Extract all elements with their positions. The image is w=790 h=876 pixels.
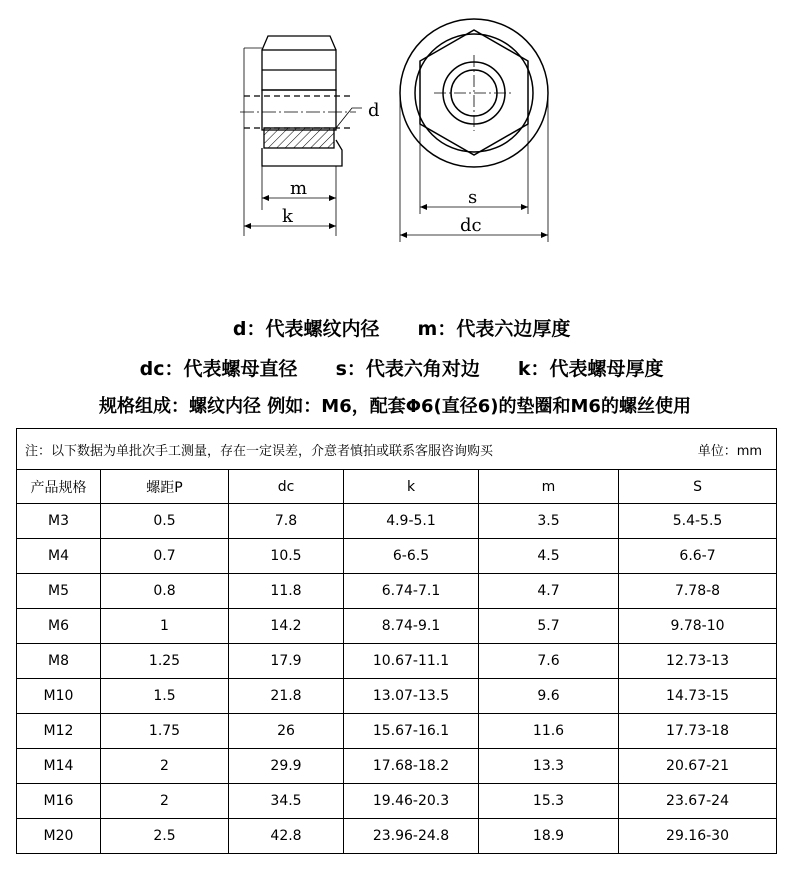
table-cell: 2 [101, 749, 229, 784]
nut-technical-drawing [0, 0, 790, 280]
legend-d-text: 代表螺纹内径 [265, 318, 380, 340]
table-cell: 10.67-11.1 [344, 644, 479, 679]
unit-label: 单位：mm [697, 443, 763, 459]
top-view [400, 19, 548, 242]
table-row [17, 539, 777, 574]
table-cell: 18.9 [479, 819, 619, 854]
table-row [17, 504, 777, 539]
table-cell: M8 [17, 644, 101, 679]
table-cell: 21.8 [229, 679, 344, 714]
table-cell: 2.5 [101, 819, 229, 854]
table-cell: 29.16-30 [619, 819, 777, 854]
table-cell: 13.07-13.5 [344, 679, 479, 714]
label-dc: dc [460, 215, 482, 236]
table-cell: 9.78-10 [619, 609, 777, 644]
table-cell: 0.8 [101, 574, 229, 609]
table-note: 注：以下数据为单批次手工测量，存在一定误差，介意者慎拍或联系客服咨询购买 [25, 443, 494, 459]
table-row [17, 609, 777, 644]
table-cell: M14 [17, 749, 101, 784]
table-row [17, 574, 777, 609]
table-cell: 6-6.5 [344, 539, 479, 574]
table-note-cell [17, 429, 777, 470]
table-cell: 14.73-15 [619, 679, 777, 714]
header-k: k [344, 470, 479, 504]
table-cell: 15.67-16.1 [344, 714, 479, 749]
header-pitch: 螺距P [101, 470, 229, 504]
table-cell: 4.9-5.1 [344, 504, 479, 539]
table-row [17, 749, 777, 784]
table-row [17, 679, 777, 714]
table-cell: M10 [17, 679, 101, 714]
legend-k-text: 代表螺母厚度 [549, 358, 664, 380]
table-cell: 26 [229, 714, 344, 749]
table-cell: 6.74-7.1 [344, 574, 479, 609]
legend-m-key: m： [417, 318, 457, 340]
table-cell: 12.73-13 [619, 644, 777, 679]
table-body [17, 504, 777, 854]
table-row [17, 784, 777, 819]
label-s: s [468, 187, 478, 208]
spec-title: 规格组成：螺纹内径 例如：M6，配套Φ6(直径6)的垫圈和M6的螺丝使用 [99, 396, 691, 417]
label-m: m [290, 178, 308, 199]
table-cell: M4 [17, 539, 101, 574]
legend-k-key: k： [517, 358, 550, 380]
table-cell: 1.25 [101, 644, 229, 679]
table-header-row [17, 470, 777, 504]
table-cell: 17.9 [229, 644, 344, 679]
table-cell: 6.6-7 [619, 539, 777, 574]
table-cell: 15.3 [479, 784, 619, 819]
table-cell: 34.5 [229, 784, 344, 819]
header-m: m [479, 470, 619, 504]
label-d: d [368, 100, 380, 121]
table-cell: 13.3 [479, 749, 619, 784]
table-cell: M12 [17, 714, 101, 749]
table-cell: 5.7 [479, 609, 619, 644]
table-cell: 29.9 [229, 749, 344, 784]
legend-dc-key: dc： [139, 358, 184, 380]
legend-d-key: d： [232, 318, 266, 340]
table-cell: 17.68-18.2 [344, 749, 479, 784]
table-row [17, 644, 777, 679]
table-note-row [17, 429, 777, 470]
header-spec: 产品规格 [17, 470, 101, 504]
table-cell: 5.4-5.5 [619, 504, 777, 539]
table-cell: 42.8 [229, 819, 344, 854]
table-cell: M16 [17, 784, 101, 819]
table-cell: 0.7 [101, 539, 229, 574]
spec-table [16, 428, 777, 854]
legend-m-text: 代表六边厚度 [456, 318, 571, 340]
table-cell: 23.67-24 [619, 784, 777, 819]
table-cell: M5 [17, 574, 101, 609]
table-cell: 1.75 [101, 714, 229, 749]
table-row [17, 714, 777, 749]
table-cell: M6 [17, 609, 101, 644]
table-cell: 1 [101, 609, 229, 644]
table-cell: 7.6 [479, 644, 619, 679]
table-cell: 0.5 [101, 504, 229, 539]
table-cell: 4.5 [479, 539, 619, 574]
legend-line-2 [0, 332, 790, 381]
table-cell: 1.5 [101, 679, 229, 714]
legend-s-text: 代表六角对边 [365, 358, 480, 380]
table-cell: 9.6 [479, 679, 619, 714]
table-cell: 7.78-8 [619, 574, 777, 609]
table-cell: 4.7 [479, 574, 619, 609]
table-cell: 8.74-9.1 [344, 609, 479, 644]
table-cell: 11.6 [479, 714, 619, 749]
table-cell: 23.96-24.8 [344, 819, 479, 854]
label-k: k [282, 206, 293, 227]
table-cell: 14.2 [229, 609, 344, 644]
table-row [17, 819, 777, 854]
table-cell: 10.5 [229, 539, 344, 574]
side-view [240, 36, 362, 236]
table-cell: M20 [17, 819, 101, 854]
table-cell: 19.46-20.3 [344, 784, 479, 819]
header-s: S [619, 470, 777, 504]
table-cell: 3.5 [479, 504, 619, 539]
table-cell: 7.8 [229, 504, 344, 539]
table-cell: 17.73-18 [619, 714, 777, 749]
legend-s-key: s： [335, 358, 366, 380]
legend-dc-text: 代表螺母直径 [183, 358, 298, 380]
header-dc: dc [229, 470, 344, 504]
table-cell: 2 [101, 784, 229, 819]
table-cell: 11.8 [229, 574, 344, 609]
table-cell: 20.67-21 [619, 749, 777, 784]
table-cell: M3 [17, 504, 101, 539]
